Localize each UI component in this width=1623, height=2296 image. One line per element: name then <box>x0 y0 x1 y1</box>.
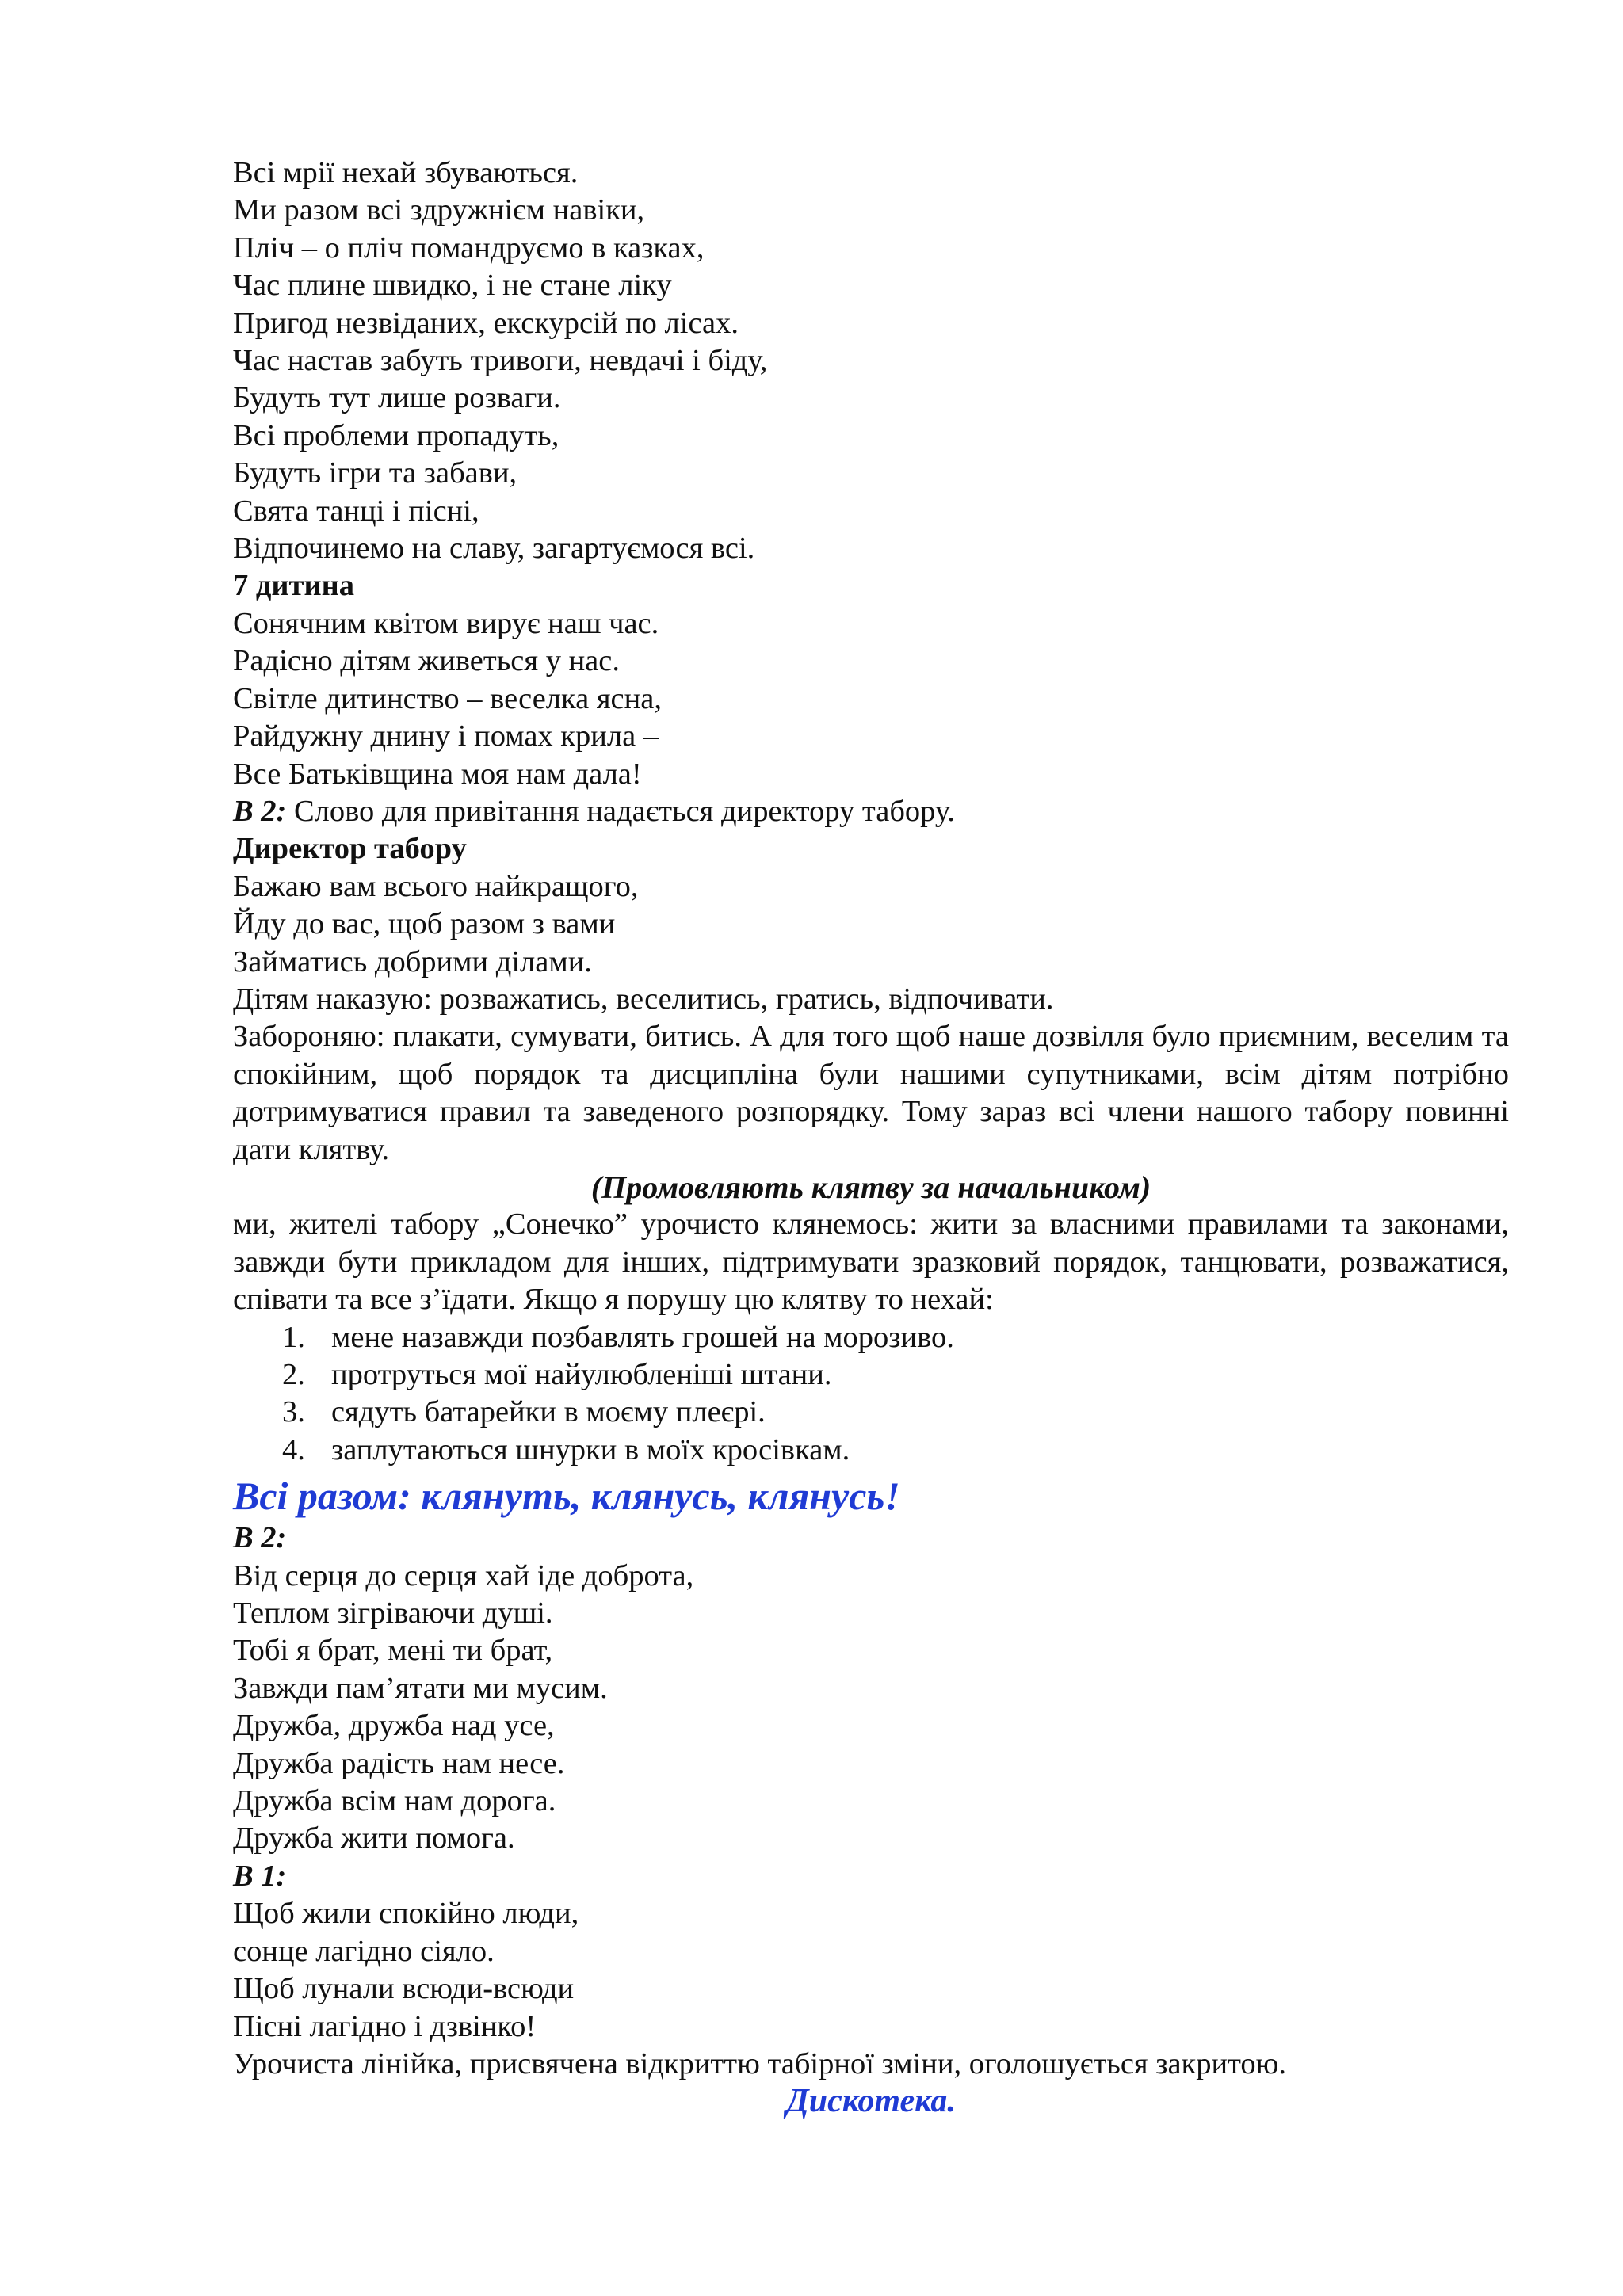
poem-line: Свята танці і пісні, <box>233 494 479 528</box>
poem-line: Тобі я брат, мені ти брат, <box>233 1634 553 1668</box>
poem-line: Від серця до серця хай іде доброта, <box>233 1558 694 1592</box>
poem-line: Всі проблеми пропадуть, <box>233 418 559 452</box>
poem-line: Дружба всім нам дорога. <box>233 1784 556 1818</box>
poem-line: Всі мрії нехай збуваються. <box>233 156 579 189</box>
list-text: мене назавжди позбавлять грошей на морозиво. <box>331 1320 954 1354</box>
poem-line: Відпочинемо на славу, загартуємося всі. <box>233 532 755 566</box>
list-number: 1. <box>282 1320 305 1354</box>
speaker-label-director: Директор табору <box>233 832 467 866</box>
list-text: сядуть батарейки в моєму плеєрі. <box>331 1395 766 1429</box>
list-item <box>233 1319 1509 1356</box>
speaker-label-v2: В 2: <box>233 794 287 828</box>
speech-line: Дітям наказую: розважатись, веселитись, гратись, відпочивати. <box>233 982 1054 1016</box>
poem-line: Завжди пам’ятати ми мусим. <box>233 1671 608 1705</box>
poem-line: сонце лагідно сіяло. <box>233 1934 495 1968</box>
poem-line: Будуть тут лише розваги. <box>233 381 561 415</box>
poem-line: Дружба жити помога. <box>233 1821 515 1855</box>
poem-line: Щоб лунали всюди-всюди <box>233 1972 575 2006</box>
poem-line: Світле дитинство – веселка ясна, <box>233 681 662 715</box>
list-text: заплутаються шнурки в моїх кросівкам. <box>331 1432 850 1466</box>
poem-line: Час плине швидко, і не стане ліку <box>233 269 672 303</box>
oath-heading: (Промовляють клятву за начальником) <box>590 1169 1151 1205</box>
list-item <box>233 1356 1509 1394</box>
all-together-heading: Всі разом: клянуть, клянусь, клянусь! <box>233 1474 900 1519</box>
speaker-label-v2: В 2: <box>233 1521 287 1555</box>
poem-line: Радісно дітям живеться у нас. <box>233 644 620 678</box>
director-section <box>233 830 1509 1169</box>
list-number: 2. <box>282 1358 305 1391</box>
poem-line: Щоб жили спокійно люди, <box>233 1897 579 1931</box>
speaker-label-child-7: 7 дитина <box>233 569 355 603</box>
poem-line: Ми разом всі здружнієм навіки, <box>233 193 645 227</box>
poem-line: Все Батьківщина моя нам дала! <box>233 757 642 791</box>
list-text: протруться мої найулюбленіші штани. <box>331 1358 832 1391</box>
disco-heading: Дискотека. <box>786 2083 956 2120</box>
speech-line: Йду до вас, щоб разом з вами <box>233 907 616 941</box>
oath-list <box>233 1319 1509 1470</box>
list-number: 3. <box>282 1395 305 1429</box>
poem-line: Пліч – о пліч помандруємо в казках, <box>233 231 705 265</box>
poem-line: Теплом зігріваючи душі. <box>233 1596 553 1630</box>
poem-line: Час настав забуть тривоги, невдачі і біду, <box>233 344 768 378</box>
oath-paragraph: ми, жителі табору „Сонечко” урочисто клянемось: жити за власними правилами та законами, завжди бути прикладом для інших, підтримувати зразковий порядок, танцювати, розважатися, співати та все з’їдати. Якщо я порушу цю клятву то нехай: <box>233 1207 1509 1317</box>
v2-intro-text: Слово для привітання надається директору табору. <box>286 794 955 828</box>
list-item <box>233 1394 1509 1431</box>
poem-line: Райдужну днину і помах крила – <box>233 719 659 753</box>
v2-poem-section <box>233 1520 1509 1858</box>
list-item <box>233 1432 1509 1469</box>
poem-line: Пісні лагідно і дзвінко! <box>233 2009 537 2043</box>
child-7-section <box>233 567 1509 792</box>
list-number: 4. <box>282 1432 305 1466</box>
poem-line: Дружба радість нам несе. <box>233 1746 565 1780</box>
poem-section-1 <box>233 154 1509 567</box>
speech-line: Займатись добрими ділами. <box>233 944 592 978</box>
director-paragraph: Забороняю: плакати, сумувати, битись. А для того щоб наше дозвілля було приємним, веселим та спокійним, щоб порядок та дисципліна були нашими супутниками, всім дітям потрібно дотримуватися правил та заведеного розпорядку. Тому зараз всі члени нашого табору повинні дати клятву. <box>233 1020 1509 1166</box>
poem-line: Дружба, дружба над усе, <box>233 1709 555 1743</box>
v1-poem-section <box>233 1858 1509 2083</box>
v2-intro-line <box>233 793 1509 830</box>
poem-line: Сонячним квітом вирує наш час. <box>233 606 659 640</box>
speech-line: Бажаю вам всього найкращого, <box>233 869 639 903</box>
poem-line: Пригод незвіданих, екскурсій по лісах. <box>233 306 739 340</box>
poem-line: Будуть ігри та забави, <box>233 456 517 490</box>
speaker-label-v1: В 1: <box>233 1859 287 1893</box>
document-page <box>233 154 1509 2121</box>
closing-line: Урочиста лінійка, присвячена відкриттю табірної зміни, оголошується закритою. <box>233 2046 1287 2081</box>
